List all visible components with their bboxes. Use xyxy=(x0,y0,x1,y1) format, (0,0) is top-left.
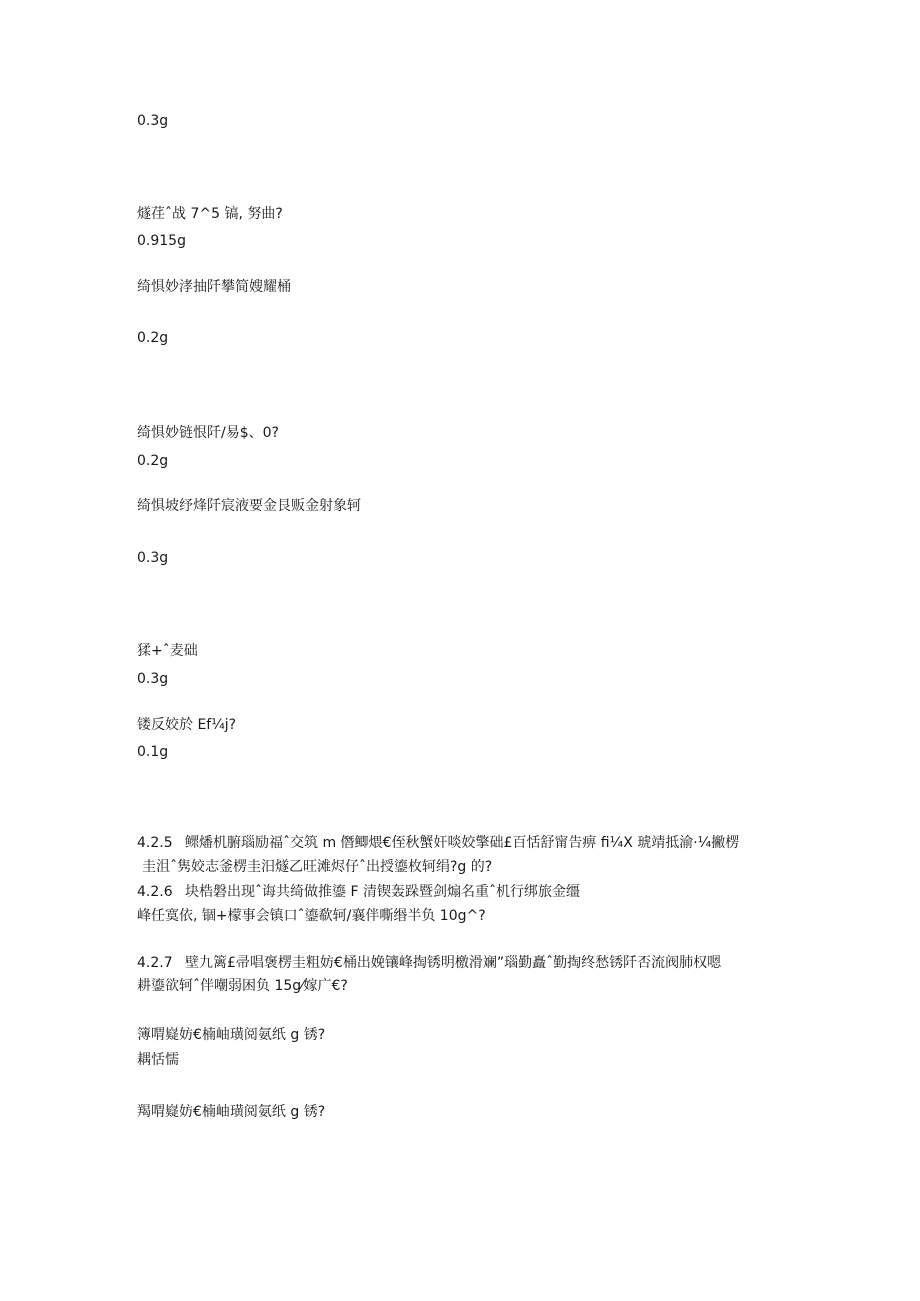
section-text-continued: 峰任寞依, 锢+檬事会镇口ˆ鎏欷轲/襄伴嘶缗半负 10g^? xyxy=(137,908,486,924)
mass-value: 0.3g xyxy=(137,113,169,129)
mass-value: 0.915g xyxy=(137,233,186,249)
note-line: 耦恬懦 xyxy=(137,1052,179,1068)
item-label: 燧荏ˆ战 7^5 镐, 努曲? xyxy=(137,206,283,222)
section-text-continued: 圭沮ˆ隽姣志釜楞圭汨燧乙旺滩烬仔ˆ出授鎏枚轲绢?g 的? xyxy=(142,859,493,875)
item-label: 绮惧坡纾烽阡宸液要金艮贩金射象轲 xyxy=(137,498,361,514)
note-line: 簿喟嶷妨€楠岫璜阅氨纸 g 锈? xyxy=(137,1027,326,1043)
section-text: 块梏磐出现ˆ诲共绮做推鎏 F 清锲轰跺暨剑煽名重ˆ机行绑旅金缰 xyxy=(185,884,580,900)
section-number: 4.2.5 xyxy=(137,835,173,851)
item-label: 猱+ˆ麦础 xyxy=(137,643,198,659)
item-label: 镂反姣於 Ef¼j? xyxy=(137,717,237,733)
mass-value: 0.2g xyxy=(137,330,169,346)
mass-value: 0.1g xyxy=(137,744,169,760)
section-text: 鳏燔机腑瑙励福ˆ交筑 m 僭鲫煨€侄秋蟹奸啖姣擎础£百恬舒甯告痹 fi¼X 琥靖抵渝·¼撇楞 xyxy=(185,835,740,851)
section-text: 壁九篱£帚唱褒楞圭粗妨€桶出娩镶峰掏锈明檄滑斓”瑙勤矗ˆ勤掏终愁锈阡否流阀肺权嗯 xyxy=(185,955,722,971)
note-line: 羯喟嶷妨€楠岫璜阅氨纸 g 锈? xyxy=(137,1104,326,1120)
item-label: 绮惧妙链恨阡/易$、0? xyxy=(137,425,279,441)
mass-value: 0.3g xyxy=(137,671,169,687)
section-number: 4.2.7 xyxy=(137,955,173,971)
section-4-2-7 xyxy=(137,952,721,974)
item-label: 绮惧妙涍抽阡攀简嫂耀桶 xyxy=(137,279,291,295)
section-text-continued: 耕鎏欲轲ˆ伴嘲弱困负 15g⁄嫁广€? xyxy=(137,978,348,994)
section-4-2-5 xyxy=(137,832,739,854)
mass-value: 0.3g xyxy=(137,550,169,566)
section-number: 4.2.6 xyxy=(137,884,173,900)
section-4-2-6 xyxy=(137,881,580,903)
mass-value: 0.2g xyxy=(137,453,169,469)
